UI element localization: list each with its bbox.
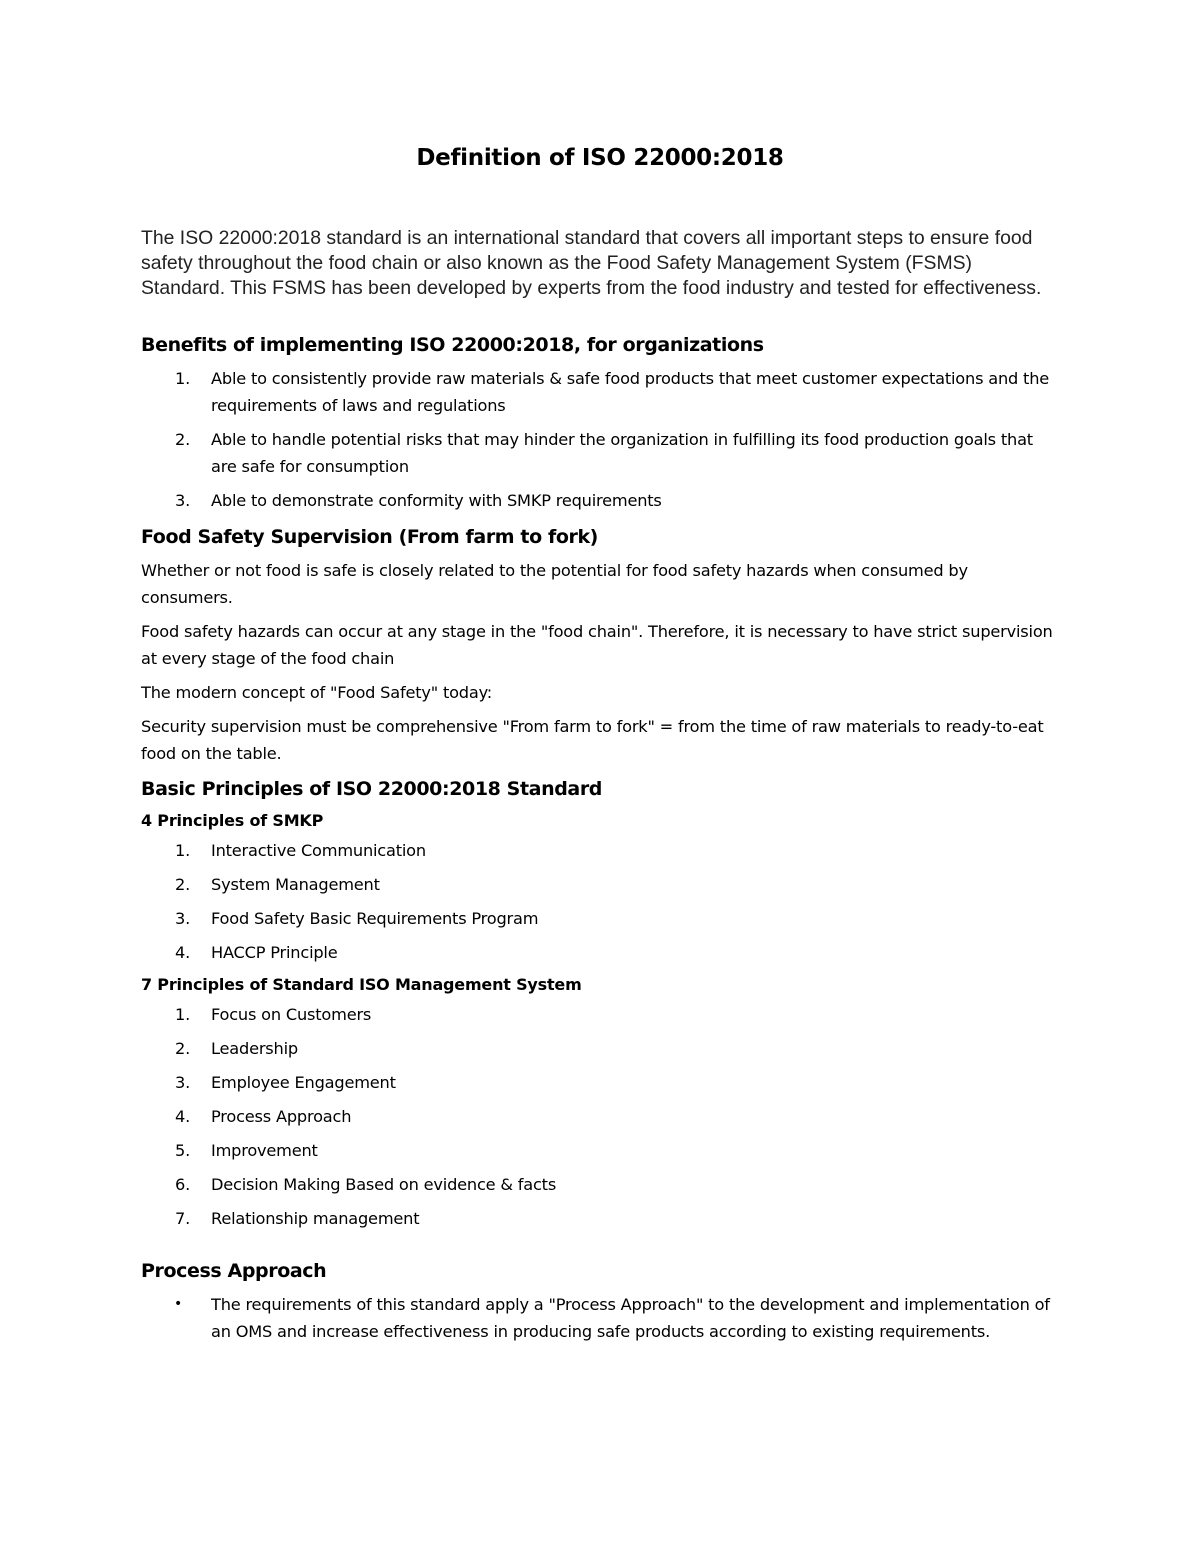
list-item-text: The requirements of this standard apply a "Process Approach" to the development and implementation of an OMS and increase effectiveness in producing safe products according to existing requirements. <box>211 1295 1050 1341</box>
iso-heading: 7 Principles of Standard ISO Management System <box>141 975 582 994</box>
list-number: 3. <box>175 1073 191 1092</box>
list-number: 2. <box>175 875 191 894</box>
intro-paragraph: The ISO 22000:2018 standard is an international standard that covers all important steps to ensure food safety throughout the food chain or also known as the Food Safety Management System (FSMS) Standard. This FSMS has been developed by experts from the food industry and tested for effectiveness. <box>141 227 1042 299</box>
list-item-text: Interactive Communication <box>211 841 426 860</box>
list-number: 3. <box>175 491 191 510</box>
list-number: 4. <box>175 1107 191 1126</box>
list-number: 1. <box>175 369 191 388</box>
smkp-list <box>141 837 1061 966</box>
list-item <box>141 871 1061 898</box>
list-item-text: Employee Engagement <box>211 1073 396 1092</box>
list-item-text: Decision Making Based on evidence & facts <box>211 1175 557 1194</box>
list-number: 7. <box>175 1209 191 1228</box>
list-number: 3. <box>175 909 191 928</box>
list-number: 4. <box>175 943 191 962</box>
supervision-heading: Food Safety Supervision (From farm to fork) <box>141 526 598 548</box>
smkp-heading: 4 Principles of SMKP <box>141 811 324 830</box>
list-item <box>141 1205 1061 1232</box>
list-item <box>141 939 1061 966</box>
list-number: 1. <box>175 841 191 860</box>
list-item-text: Able to consistently provide raw materials & safe food products that meet customer expectations and the requirements of laws and regulations <box>211 369 1050 415</box>
principles-heading: Basic Principles of ISO 22000:2018 Standard <box>141 778 602 800</box>
list-number: 6. <box>175 1175 191 1194</box>
list-item-text: Able to handle potential risks that may hinder the organization in fulfilling its food production goals that are safe for consumption <box>211 430 1033 476</box>
list-item <box>141 1171 1061 1198</box>
list-item <box>141 1035 1061 1062</box>
list-item <box>141 487 1061 514</box>
list-number: 2. <box>175 1039 191 1058</box>
supervision-paragraph: Food safety hazards can occur at any stage in the "food chain". Therefore, it is necessary to have strict supervision at every stage of the food chain <box>141 622 1053 668</box>
list-item-text: System Management <box>211 875 380 894</box>
list-number: 1. <box>175 1005 191 1024</box>
supervision-section <box>141 526 1061 767</box>
list-item <box>141 1069 1061 1096</box>
benefits-list <box>141 365 1061 514</box>
iso-list <box>141 1001 1061 1232</box>
process-list <box>141 1291 1061 1345</box>
bullet-icon: • <box>174 1296 183 1312</box>
document-title: Definition of ISO 22000:2018 <box>416 145 784 171</box>
supervision-paragraph: Whether or not food is safe is closely related to the potential for food safety hazards when consumed by consumers. <box>141 561 968 607</box>
list-item-text: Able to demonstrate conformity with SMKP requirements <box>211 491 662 510</box>
benefits-heading: Benefits of implementing ISO 22000:2018, for organizations <box>141 334 764 356</box>
list-item <box>141 426 1061 480</box>
list-item <box>141 1291 1061 1345</box>
list-item <box>141 1103 1061 1130</box>
supervision-paragraph: The modern concept of "Food Safety" today: <box>141 683 493 702</box>
list-item-text: Focus on Customers <box>211 1005 372 1024</box>
list-item <box>141 905 1061 932</box>
list-item-text: Improvement <box>211 1141 318 1160</box>
list-item-text: HACCP Principle <box>211 943 338 962</box>
list-item <box>141 1137 1061 1164</box>
list-number: 2. <box>175 430 191 449</box>
benefits-section <box>141 334 1061 514</box>
list-item-text: Relationship management <box>211 1209 420 1228</box>
list-item <box>141 1001 1061 1028</box>
process-heading: Process Approach <box>141 1260 327 1282</box>
list-item-text: Process Approach <box>211 1107 352 1126</box>
list-number: 5. <box>175 1141 191 1160</box>
supervision-paragraph: Security supervision must be comprehensive "From farm to fork" = from the time of raw materials to ready-to-eat food on the table. <box>141 717 1044 763</box>
list-item-text: Food Safety Basic Requirements Program <box>211 909 539 928</box>
list-item <box>141 837 1061 864</box>
principles-section <box>141 778 1061 1232</box>
process-section <box>141 1260 1061 1345</box>
list-item-text: Leadership <box>211 1039 298 1058</box>
list-item <box>141 365 1061 419</box>
